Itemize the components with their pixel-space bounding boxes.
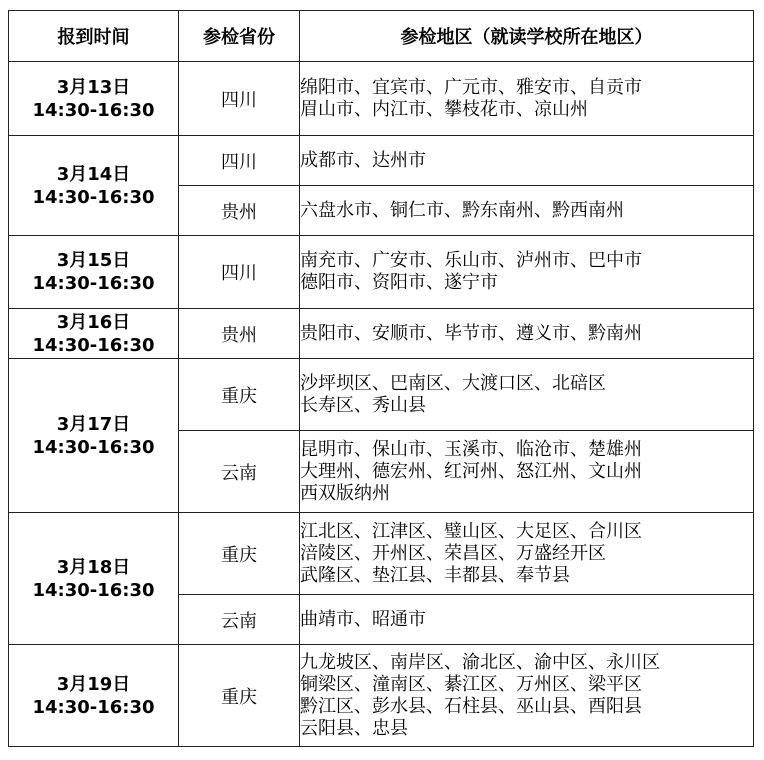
time-label: 14:30-16:30 [32,273,155,294]
region-line: 德阳市、资阳市、遂宁市 [300,272,498,293]
date-label: 3月18日 [56,556,131,578]
date-label: 3月17日 [56,413,131,435]
region-line: 长寿区、秀山县 [300,394,426,416]
region-cell [300,431,754,513]
date-cell [9,309,179,359]
region-line: 西双版纳州 [300,482,390,504]
province-cell: 重庆 [179,359,300,431]
region-line: 武隆区、垫江县、丰都县、奉节县 [300,564,570,586]
time-label: 14:30-16:30 [32,696,155,718]
time-label: 14:30-16:30 [32,334,155,356]
time-label: 14:30-16:30 [32,186,155,208]
region-line: 曲靖市、昭通市 [300,608,426,630]
region-line: 贵阳市、安顺市、毕节市、遵义市、黔南州 [300,322,642,344]
province-cell: 云南 [179,431,300,513]
date-cell [9,236,179,309]
date-label: 3月13日 [56,76,131,98]
date-cell [9,136,179,236]
province-cell: 四川 [179,136,300,186]
date-cell [9,62,179,136]
region-line: 南充市、广安市、乐山市、泸州市、巴中市 [300,250,642,271]
region-cell [300,236,754,309]
header-date: 报到时间 [9,11,179,62]
province-cell: 四川 [179,62,300,136]
region-line: 江北区、江津区、璧山区、大足区、合川区 [300,520,642,542]
region-line: 六盘水市、铜仁市、黔东南州、黔西南州 [300,199,624,221]
region-cell [300,513,754,595]
region-cell [300,359,754,431]
region-cell [300,136,754,186]
region-line: 成都市、达州市 [300,149,426,171]
table-row [9,645,754,747]
time-label: 14:30-16:30 [32,99,155,121]
region-line: 绵阳市、宜宾市、广元市、雅安市、自贡市 [300,76,642,98]
region-line: 黔江区、彭水县、石柱县、巫山县、酉阳县 [300,695,642,717]
date-label: 3月16日 [56,311,131,333]
region-line: 铜梁区、潼南区、綦江区、万州区、梁平区 [300,673,642,695]
province-cell: 贵州 [179,186,300,236]
date-label: 3月15日 [56,250,131,271]
table-row [9,136,754,186]
date-cell [9,645,179,747]
table-row [9,309,754,359]
region-line: 眉山市、内江市、攀枝花市、凉山州 [300,98,588,120]
table-row [9,236,754,309]
table-row [9,513,754,595]
date-cell [9,513,179,645]
region-line: 涪陵区、开州区、荣昌区、万盛经开区 [300,542,606,564]
region-cell [300,186,754,236]
table-row [9,359,754,431]
region-line: 云阳县、忠县 [300,717,408,739]
table-row [9,62,754,136]
region-cell [300,309,754,359]
date-cell [9,359,179,513]
province-cell: 四川 [179,236,300,309]
region-cell [300,595,754,645]
date-label: 3月14日 [56,163,131,185]
header-region: 参检地区（就读学校所在地区） [300,11,754,62]
region-line: 昆明市、保山市、玉溪市、临沧市、楚雄州 [300,438,642,460]
time-label: 14:30-16:30 [32,436,155,458]
province-cell: 贵州 [179,309,300,359]
header-province: 参检省份 [179,11,300,62]
region-line: 沙坪坝区、巴南区、大渡口区、北碚区 [300,372,606,394]
header-row [9,11,754,62]
region-line: 大理州、德宏州、红河州、怒江州、文山州 [300,460,642,482]
province-cell: 云南 [179,595,300,645]
province-cell: 重庆 [179,645,300,747]
province-cell: 重庆 [179,513,300,595]
region-line: 九龙坡区、南岸区、渝北区、渝中区、永川区 [300,651,660,673]
region-cell [300,62,754,136]
time-label: 14:30-16:30 [32,579,155,601]
region-cell [300,645,754,747]
schedule-table [8,10,754,747]
date-label: 3月19日 [56,673,131,695]
